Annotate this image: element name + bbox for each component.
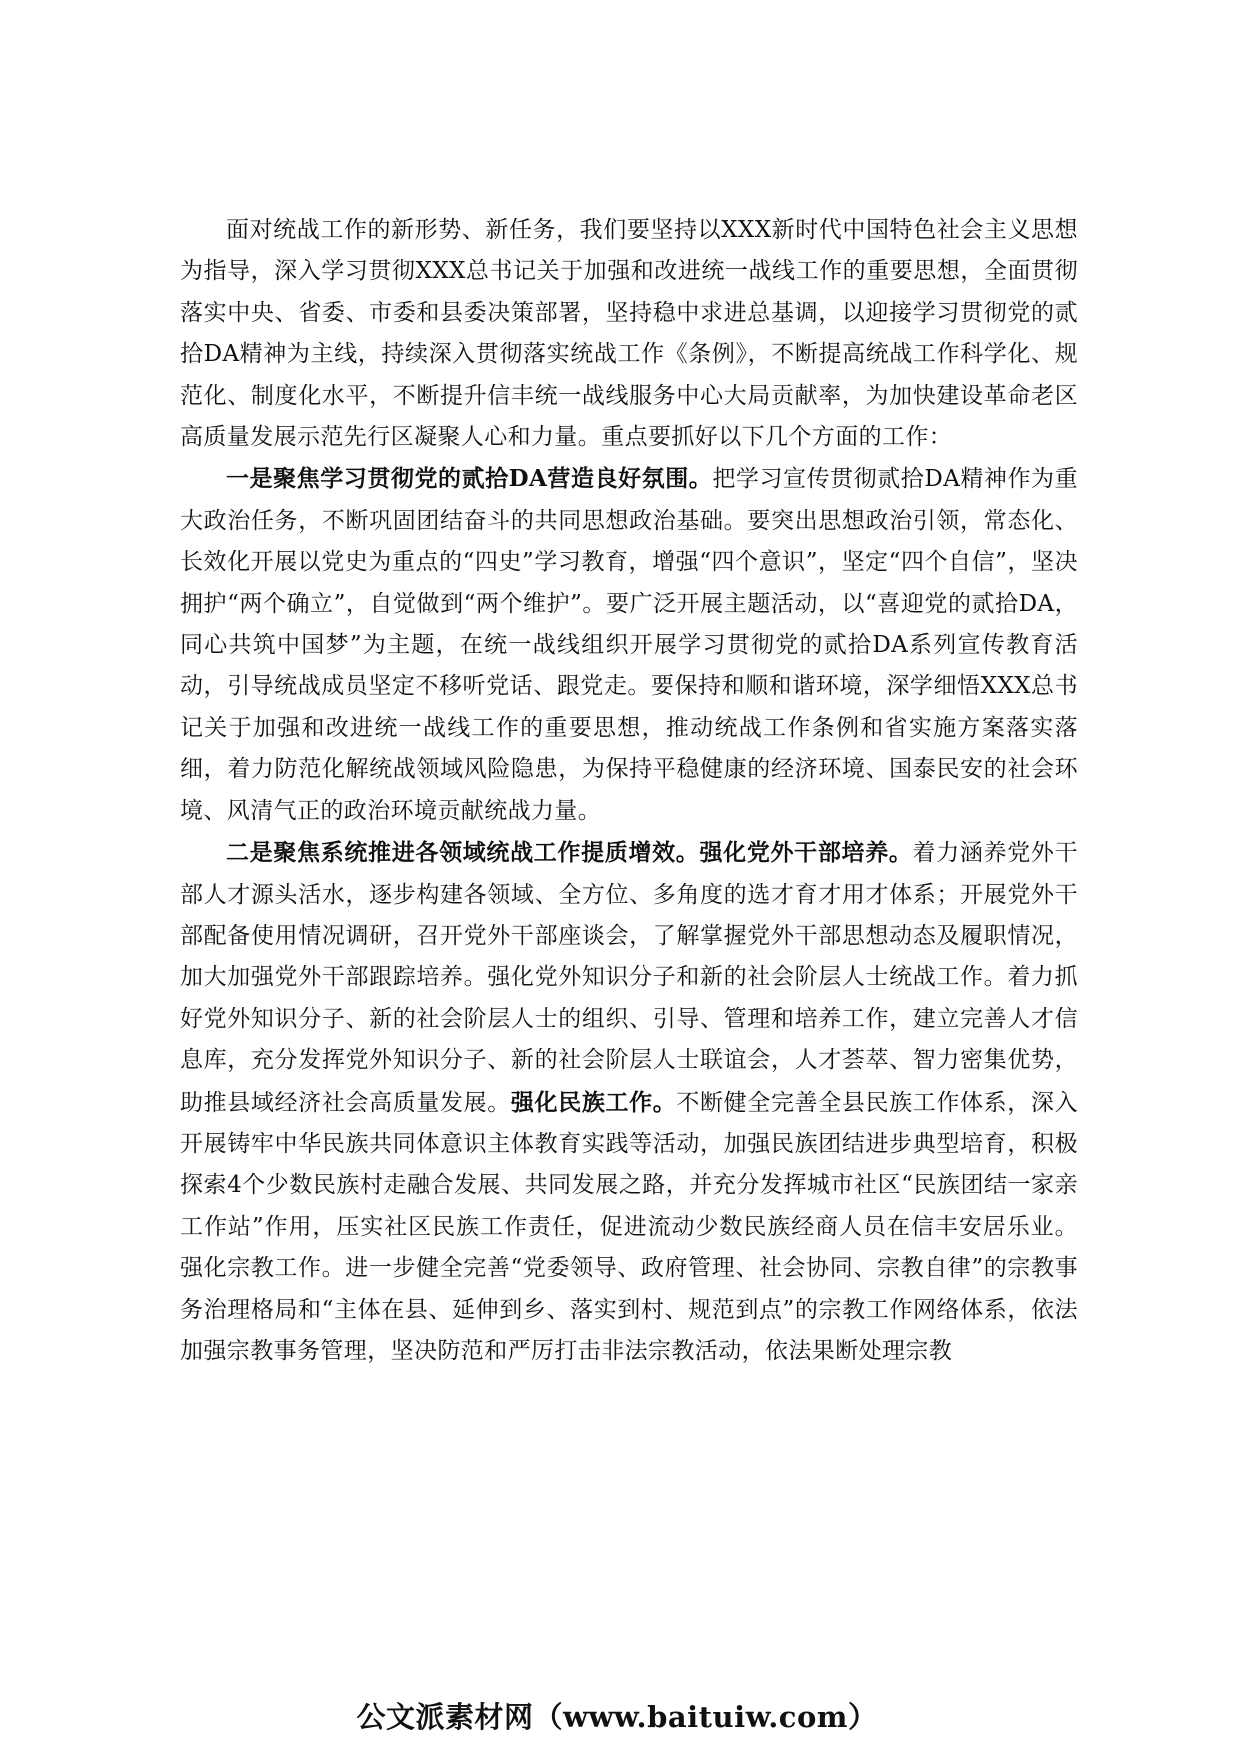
document-body [180,210,1078,1372]
footer-watermark: 公文派素材网（www.baituiw.com） [356,1700,878,1734]
paragraph-text: 不断健全完善全县民族工作体系，深入开展铸牢中华民族共同体意识主体教育实践等活动，加强民族团结进步典型培育，积极探索4个少数民族村走融合发展、共同发展之路，并充分发挥城市社区“民族团结一家亲工作站”作用，压实社区民族工作责任，促进流动少数民族经商人员在信丰安居乐业。强化宗教工作。进一步健全完善“党委领导、政府管理、社会协同、宗教自律”的宗教事务治理格局和“主体在县、延伸到乡、落实到村、规范到点”的宗教工作网络体系，依法加强宗教事务管理，坚决防范和严厉打击非法宗教活动，依法果断处理宗教 [180,1089,1078,1364]
paragraph-subheading: 强化民族工作。 [510,1088,677,1116]
paragraph-point-one [180,458,1078,832]
paragraph-heading: 二是聚焦系统推进各领域统战工作提质增效。强化党外干部培养。 [226,839,913,867]
paragraph-text: 把学习宣传贯彻贰拾DA精神作为重大政治任务，不断巩固团结奋斗的共同思想政治基础。要突出思想政治引领，常态化、长效化开展以党史为重点的“四史”学习教育，增强“四个意识”，坚定“四个自信”，坚决拥护“两个确立”，自觉做到“两个维护”。要广泛开展主题活动，以“喜迎党的贰拾DA，同心共筑中国梦”为主题，在统一战线组织开展学习贯彻党的贰拾DA系列宣传教育活动，引导统战成员坚定不移听党话、跟党走。要保持和顺和谐环境，深学细悟XXX总书记关于加强和改进统一战线工作的重要思想，推动统战工作条例和省实施方案落实落细，着力防范化解统战领域风险隐患，为保持平稳健康的经济环境、国泰民安的社会环境、风清气正的政治环境贡献统战力量。 [180,466,1078,824]
paragraph-text: 面对统战工作的新形势、新任务，我们要坚持以XXX新时代中国特色社会主义思想为指导，深入学习贯彻XXX总书记关于加强和改进统一战线工作的重要思想，全面贯彻落实中央、省委、市委和县委决策部署，坚持稳中求进总基调，以迎接学习贯彻党的贰拾DA精神为主线，持续深入贯彻落实统战工作《条例》，不断提高统战工作科学化、规范化、制度化水平，不断提升信丰统一战线服务中心大局贡献率，为加快建设革命老区高质量发展示范先行区凝聚人心和力量。重点要抓好以下几个方面的工作： [180,217,1078,451]
paragraph-point-two [180,832,1078,1372]
paragraph-text: 着力涵养党外干部人才源头活水，逐步构建各领域、全方位、多角度的选才育才用才体系；开展党外干部配备使用情况调研，召开党外干部座谈会，了解掌握党外干部思想动态及履职情况，加大加强党外干部跟踪培养。强化党外知识分子和新的社会阶层人士统战工作。着力抓好党外知识分子、新的社会阶层人士的组织、引导、管理和培养工作，建立完善人才信息库，充分发挥党外知识分子、新的社会阶层人士联谊会，人才荟萃、智力密集优势，助推县域经济社会高质量发展。 [180,840,1078,1116]
paragraph-intro [180,210,1078,458]
paragraph-heading: 一是聚焦学习贯彻党的贰拾DA营造良好氛围。 [226,465,713,493]
